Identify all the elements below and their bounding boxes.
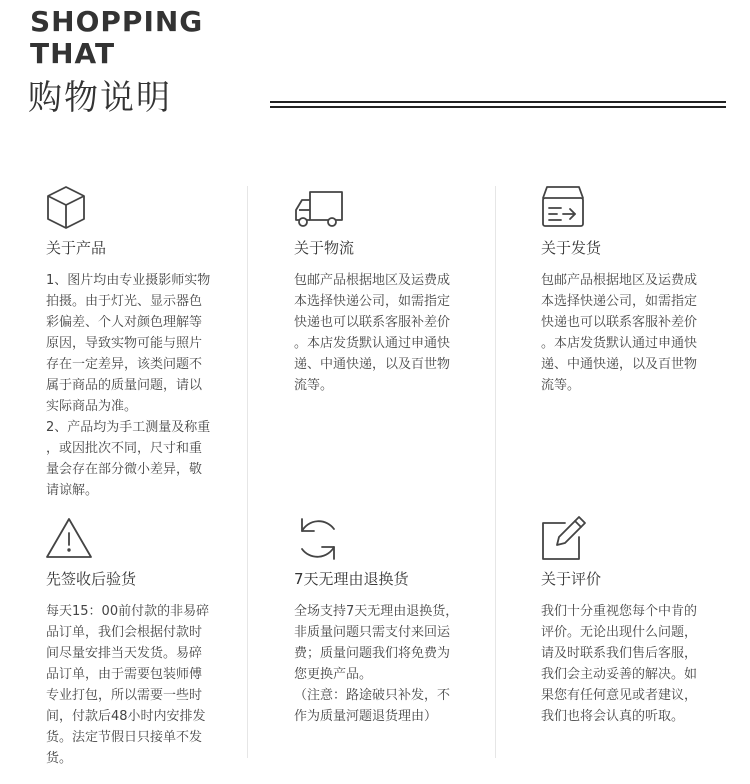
text-line: 我们会主动妥善的解决。如 [541, 667, 698, 682]
text-line: 本选择快递公司，如需指定 [541, 294, 698, 309]
english-title-line-2: THAT [30, 37, 116, 70]
section-product-text [46, 270, 232, 501]
shipping-box-icon [541, 184, 591, 234]
text-line: 货。 [46, 751, 73, 766]
section-review-text [541, 601, 727, 727]
section-sign-inspect-text [46, 601, 232, 769]
text-line: 流等。 [294, 378, 334, 393]
text-line: 间尽量安排当天发货。易碎 [46, 646, 203, 661]
section-return-heading: 7天无理由退换货 [294, 570, 409, 588]
text-line: 快递也可以联系客服补差价 [294, 315, 451, 330]
text-line: 果您有任何意见或者建议， [541, 688, 698, 703]
text-line: 彩偏差、个人对颜色理解等 [46, 315, 203, 330]
text-line: 属于商品的质量问题，请以 [46, 378, 203, 393]
text-line: 本选择快递公司，如需指定 [294, 294, 451, 309]
text-line: 递、中通快递，以及百世物 [541, 357, 698, 372]
section-logistics-heading: 关于物流 [294, 239, 355, 257]
text-line: 流等。 [541, 378, 581, 393]
text-line: 原因，导致实物可能与照片 [46, 336, 203, 351]
text-line: 品订单，我们会根据付款时 [46, 625, 203, 640]
text-line: 存在一定差异，该类问题不 [46, 357, 203, 372]
text-line: 我们十分重视您每个中肯的 [541, 604, 698, 619]
text-line: 递、中通快递，以及百世物 [294, 357, 451, 372]
column-divider-2 [495, 186, 496, 758]
section-review-heading: 关于评价 [541, 570, 602, 588]
section-sign-inspect-heading: 先签收后验货 [46, 570, 137, 588]
truck-icon [294, 184, 344, 234]
chinese-title: 购物说明 [28, 78, 172, 118]
text-line: 货。法定节假日只接单不发 [46, 730, 203, 745]
edit-icon [541, 515, 591, 565]
text-line: 请谅解。 [46, 483, 99, 498]
title-rule-top [270, 101, 726, 103]
section-shipping-heading: 关于发货 [541, 239, 602, 257]
text-line: 量会存在部分微小差异，敬 [46, 462, 203, 477]
warning-icon [46, 515, 96, 565]
text-line: 包邮产品根据地区及运费成 [541, 273, 698, 288]
section-return-text [294, 601, 480, 727]
section-shipping-text [541, 270, 727, 396]
text-line: 作为质量河题退货理由） [294, 709, 438, 724]
text-line: 实际商品为准。 [46, 399, 138, 414]
text-line: 评价。无论出现什么问题， [541, 625, 698, 640]
text-line: （注意：路途破只补发，不 [294, 688, 451, 703]
text-line: 全场支持7天无理由退换货， [294, 604, 459, 619]
text-line: 专业打包，所以需要一些时 [46, 688, 203, 703]
text-line: 我们也将会认真的听取。 [541, 709, 685, 724]
text-line: 拍摄。由于灯光、显示器色 [46, 294, 203, 309]
text-line: 2、产品均为手工测量及称重 [46, 420, 211, 435]
column-divider-1 [247, 186, 248, 758]
title-rule-bottom [270, 106, 726, 108]
box-icon [46, 184, 96, 234]
text-line: 1、图片均由专业摄影师实物 [46, 273, 211, 288]
section-product-heading: 关于产品 [46, 239, 107, 257]
english-title [30, 6, 203, 70]
text-line: 。本店发货默认通过申通快 [541, 336, 698, 351]
text-line: 快递也可以联系客服补差价 [541, 315, 698, 330]
text-line: 品订单，由于需要包装师傅 [46, 667, 203, 682]
text-line: 间，付款后48小时内安排发 [46, 709, 206, 724]
text-line: 非质量问题只需支付来回运 [294, 625, 451, 640]
text-line: 。本店发货默认通过申通快 [294, 336, 451, 351]
section-logistics-text [294, 270, 480, 396]
refresh-icon [294, 515, 344, 565]
text-line: ，或因批次不同，尺寸和重 [46, 441, 203, 456]
text-line: 费；质量问题我们将免费为 [294, 646, 451, 661]
text-line: 每天15：00前付款的非易碎 [46, 604, 210, 619]
text-line: 请及时联系我们售后客服， [541, 646, 698, 661]
text-line: 包邮产品根据地区及运费成 [294, 273, 451, 288]
english-title-line-1: SHOPPING [30, 5, 204, 38]
text-line: 您更换产品。 [294, 667, 373, 682]
